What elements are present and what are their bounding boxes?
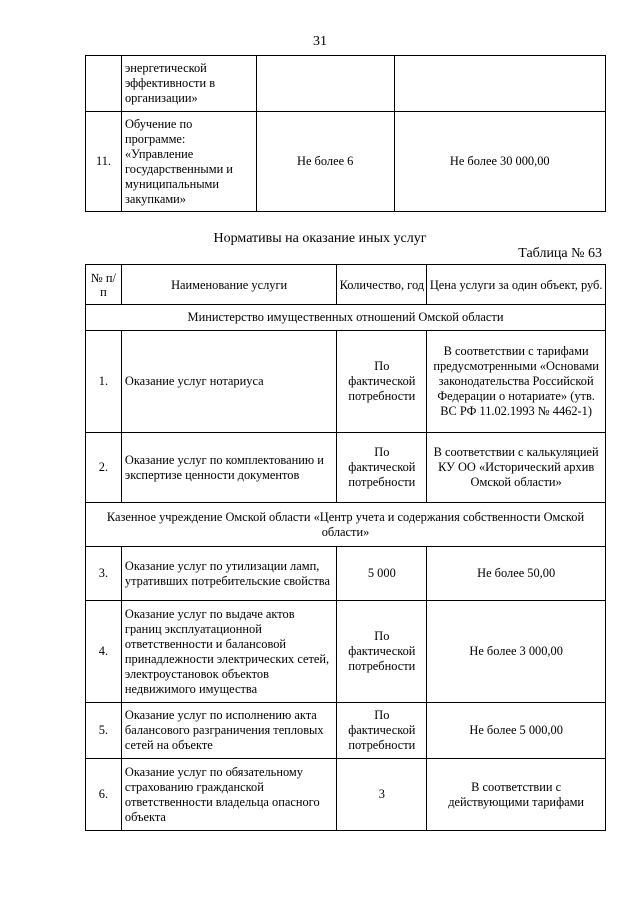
row-number: 4. bbox=[86, 601, 122, 703]
header-number: № п/п bbox=[86, 265, 122, 305]
header-price: Цена услуги за один объект, руб. bbox=[427, 265, 606, 305]
price-cell: Не более 5 000,00 bbox=[427, 703, 606, 759]
page-number: 31 bbox=[313, 34, 327, 49]
price-cell: Не более 50,00 bbox=[427, 547, 606, 601]
table-row bbox=[86, 547, 606, 601]
quantity-cell: По фактической потребности bbox=[337, 703, 427, 759]
service-name: Оказание услуг по утилизации ламп, утративших потребительские свойства bbox=[121, 547, 336, 601]
price-cell: Не более 30 000,00 bbox=[394, 112, 605, 212]
service-name: Оказание услуг нотариуса bbox=[121, 331, 336, 433]
table-row bbox=[86, 703, 606, 759]
table-row bbox=[86, 56, 606, 112]
price-cell: Не более 3 000,00 bbox=[427, 601, 606, 703]
header-name: Наименование услуги bbox=[121, 265, 336, 305]
table-row bbox=[86, 331, 606, 433]
row-number: 6. bbox=[86, 759, 122, 831]
quantity-cell: По фактической потребности bbox=[337, 331, 427, 433]
quantity-cell: 3 bbox=[337, 759, 427, 831]
section-title: Министерство имущественных отношений Омской области bbox=[86, 305, 606, 331]
price-cell: В соответствии с калькуляцией КУ ОО «Исторический архив Омской области» bbox=[427, 433, 606, 503]
quantity-cell: 5 000 bbox=[337, 547, 427, 601]
table-row bbox=[86, 759, 606, 831]
price-cell: В соответствии с тарифами предусмотренными «Основами законодательства Российской Федерации о нотариате» (утв. ВС РФ 11.02.1993 № 4462-1) bbox=[427, 331, 606, 433]
quantity-cell bbox=[256, 56, 394, 112]
section-row bbox=[86, 503, 606, 547]
service-name: Обучение по программе: «Управление государственными и муниципальными закупками» bbox=[121, 112, 256, 212]
table-number: Таблица № 63 bbox=[518, 246, 602, 261]
service-name: Оказание услуг по исполнению акта балансового разграничения тепловых сетей на объекте bbox=[121, 703, 336, 759]
row-number: 2. bbox=[86, 433, 122, 503]
row-number: 3. bbox=[86, 547, 122, 601]
top-table bbox=[85, 55, 606, 212]
table-row bbox=[86, 433, 606, 503]
section-heading: Нормативы на оказание иных услуг bbox=[213, 231, 427, 246]
price-cell: В соответствии с действующими тарифами bbox=[427, 759, 606, 831]
quantity-cell: По фактической потребности bbox=[337, 601, 427, 703]
section-row bbox=[86, 305, 606, 331]
main-table bbox=[85, 264, 606, 831]
row-number: 11. bbox=[86, 112, 122, 212]
row-number bbox=[86, 56, 122, 112]
quantity-cell: По фактической потребности bbox=[337, 433, 427, 503]
quantity-cell: Не более 6 bbox=[256, 112, 394, 212]
service-name: Оказание услуг по выдаче актов границ эксплуатационной ответственности и балансовой принадлежности электрических сетей, электроустановок объектов недвижимого имущества bbox=[121, 601, 336, 703]
price-cell bbox=[394, 56, 605, 112]
table-header-row bbox=[86, 265, 606, 305]
table-row bbox=[86, 112, 606, 212]
service-name: Оказание услуг по комплектованию и экспертизе ценности документов bbox=[121, 433, 336, 503]
service-name: энергетической эффективности в организации» bbox=[121, 56, 256, 112]
table-row bbox=[86, 601, 606, 703]
row-number: 1. bbox=[86, 331, 122, 433]
section-title: Казенное учреждение Омской области «Центр учета и содержания собственности Омской области» bbox=[86, 503, 606, 547]
header-quantity: Количество, год bbox=[337, 265, 427, 305]
row-number: 5. bbox=[86, 703, 122, 759]
service-name: Оказание услуг по обязательному страхованию гражданской ответственности владельца опасного объекта bbox=[121, 759, 336, 831]
